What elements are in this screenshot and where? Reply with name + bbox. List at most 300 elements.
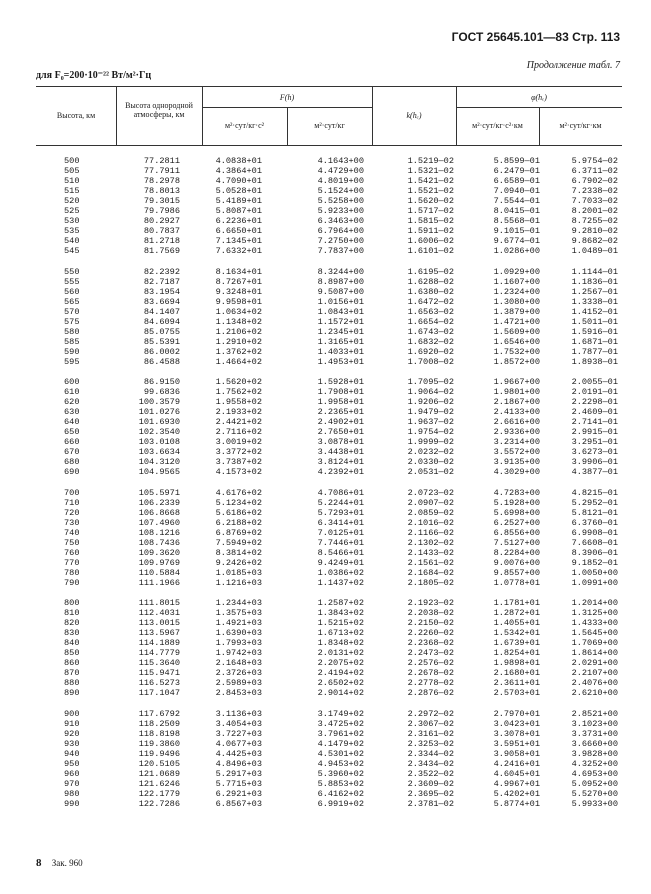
table-cell: 6.3711—02 [571, 166, 618, 176]
table-row [36, 528, 622, 538]
table-cell: 86.9150 [143, 377, 180, 387]
table-cell: 122.7286 [138, 798, 180, 809]
table-cell: 4.3252+00 [571, 758, 618, 769]
table-cell: 4.3877—01 [571, 467, 618, 477]
table-row [36, 548, 622, 558]
table-cell: 1.0778+01 [493, 577, 540, 588]
table-cell: 78.8013 [143, 186, 180, 196]
header-fh-units1: м²·сут/кг·с² [224, 121, 265, 130]
table-cell: 1.6713+02 [317, 628, 364, 638]
table-row [36, 156, 622, 166]
table-cell: 83.6694 [143, 296, 180, 307]
table-cell: 7.5127+00 [493, 537, 540, 548]
table-cell: 5.4189+01 [215, 196, 262, 206]
table-cell: 115.9471 [138, 668, 180, 678]
table-cell: 9.2810—02 [571, 226, 618, 236]
table-cell: 3.7387+02 [215, 457, 262, 467]
table-cell: 2.9336+00 [493, 427, 540, 437]
table-row [36, 739, 622, 749]
table-row [36, 196, 622, 206]
table-row [36, 658, 622, 668]
table-cell: 2.2075+02 [317, 658, 364, 668]
table-cell: 7.7837+00 [317, 246, 364, 256]
table-cell: 1.0185+03 [215, 567, 262, 578]
table-row [36, 688, 622, 698]
table-cell: 1.7562+02 [215, 387, 262, 397]
table-cell: 5.8121—01 [571, 507, 618, 518]
table-cell: 1.1607+00 [493, 276, 540, 287]
table-cell: 1.2345+01 [317, 326, 364, 337]
table-cell: 1.4953+01 [317, 356, 364, 367]
table-cell: 2.5703+01 [493, 688, 540, 698]
table-cell: 1.4664+02 [215, 356, 262, 367]
table-cell: 1.3338—01 [571, 296, 618, 307]
table-cell: 3.1749+02 [317, 708, 364, 719]
table-cell: 570 [64, 306, 80, 317]
table-cell: 2.7116+02 [215, 427, 262, 437]
table-cell: 4.7090+01 [215, 176, 262, 186]
table-cell: 4.3864+01 [215, 166, 262, 176]
table-cell: 2.2678—02 [407, 668, 454, 678]
table-cell: 510 [64, 176, 80, 186]
table-row [36, 668, 622, 678]
page-footer [36, 857, 83, 869]
table-cell: 750 [64, 537, 80, 548]
table-cell: 2.2365+01 [317, 407, 364, 417]
table-cell: 7.0125+01 [317, 527, 364, 538]
table-cell: 1.2106+02 [215, 326, 262, 337]
table-cell: 8.3814+02 [215, 547, 262, 558]
table-cell: 670 [64, 447, 80, 457]
table-cell: 1.5717—02 [407, 206, 454, 216]
order-number: Зак. 960 [51, 858, 83, 868]
table-cell: 2.3609—02 [407, 778, 454, 789]
table-cell: 1.0386+02 [317, 567, 364, 578]
table-cell: 970 [64, 778, 80, 789]
table-cell: 6.2921+03 [215, 788, 262, 799]
table-cell: 2.3522—02 [407, 768, 454, 779]
table-cell: 120.5105 [138, 758, 180, 769]
table-cell: 1.3879+00 [493, 306, 540, 317]
table-cell: 1.0929+00 [493, 266, 540, 277]
table-cell: 1.5321—02 [407, 166, 454, 176]
table-cell: 790 [64, 577, 80, 588]
table-cell: 101.0276 [138, 407, 180, 417]
table-row [36, 648, 622, 658]
table-cell: 3.3772+02 [215, 447, 262, 457]
table-row [36, 518, 622, 528]
table-cell: 5.3960+02 [317, 768, 364, 779]
table-cell: 910 [64, 718, 80, 729]
table-cell: 500 [64, 156, 80, 166]
table-cell: 1.3575+03 [215, 608, 262, 618]
table-cell: 105.5971 [138, 487, 180, 498]
table-cell: 6.6650+01 [215, 226, 262, 236]
table-cell: 3.1023+00 [571, 718, 618, 729]
table-cell: 2.2260—02 [407, 628, 454, 638]
table-cell: 1.6380—02 [407, 286, 454, 297]
table-row [36, 277, 622, 287]
table-cell: 2.3781—02 [407, 798, 454, 809]
table-cell: 1.1216+03 [215, 577, 262, 588]
table-cell: 6.8567+03 [215, 798, 262, 809]
table-cell: 8.5466+01 [317, 547, 364, 558]
table-cell: 2.2298—01 [571, 397, 618, 407]
table-cell: 1.2324+00 [493, 286, 540, 297]
table-cell: 5.2952—01 [571, 497, 618, 508]
table-cell: 103.6634 [138, 447, 180, 457]
row-group [36, 488, 622, 588]
table-cell: 2.6502+02 [317, 678, 364, 688]
table-cell: 9.6774—01 [493, 236, 540, 246]
table-cell: 5.8853+02 [317, 778, 364, 789]
table-cell: 760 [64, 547, 80, 558]
flux-condition: для F₀=200·10⁻²² Вт/м²·Гц [36, 70, 152, 81]
table-cell: 86.4588 [143, 356, 180, 367]
table-cell: 2.2038—02 [407, 608, 454, 618]
table-cell: 104.9565 [138, 467, 180, 477]
table-row [36, 678, 622, 688]
table-cell: 85.5391 [143, 336, 180, 347]
table-cell: 78.2978 [143, 176, 180, 186]
table-cell: 112.4031 [138, 608, 180, 618]
table-cell: 2.0723—02 [407, 487, 454, 498]
table-cell: 710 [64, 497, 80, 508]
table-cell: 2.1433—02 [407, 547, 454, 558]
table-cell: 1.0286+00 [493, 246, 540, 256]
table-cell: 1.7008—02 [407, 356, 454, 367]
table-cell: 101.6930 [138, 417, 180, 427]
table-cell: 1.1836—01 [571, 276, 618, 287]
table-cell: 5.1234+02 [215, 497, 262, 508]
table-cell: 1.6832—02 [407, 336, 454, 347]
header-phi: φ(hₑ) [531, 93, 547, 102]
table-row [36, 789, 622, 799]
table-row [36, 337, 622, 347]
table-row [36, 236, 622, 246]
table-cell: 5.0952+00 [571, 778, 618, 789]
table-cell: 118.8198 [138, 728, 180, 739]
table-cell: 111.1966 [138, 577, 180, 588]
table-row [36, 377, 622, 387]
table-cell: 2.4133+00 [493, 407, 540, 417]
table-cell: 860 [64, 658, 80, 668]
table-cell: 1.2567—01 [571, 286, 618, 297]
table-cell: 590 [64, 346, 80, 357]
table-cell: 5.7293+01 [317, 507, 364, 518]
table-cell: 117.6792 [138, 708, 180, 719]
table-cell: 1.6654—02 [407, 316, 454, 327]
table-cell: 2.0055—01 [571, 377, 618, 387]
table-cell: 1.6739+01 [493, 638, 540, 648]
table-cell: 9.4249+01 [317, 557, 364, 568]
table-cell: 2.1805—02 [407, 577, 454, 588]
table-cell: 1.5916—01 [571, 326, 618, 337]
table-cell: 1.7069+00 [571, 638, 618, 648]
table-cell: 1.5421—02 [407, 176, 454, 186]
table-cell: 900 [64, 708, 80, 719]
table-cell: 3.9135+00 [493, 457, 540, 467]
table-cell: 890 [64, 688, 80, 698]
table-cell: 1.6101—02 [407, 246, 454, 256]
table-cell: 535 [64, 226, 80, 236]
table-cell: 2.2576—02 [407, 658, 454, 668]
table-cell: 525 [64, 206, 80, 216]
table-cell: 108.1216 [138, 527, 180, 538]
table-cell: 3.3078+01 [493, 728, 540, 739]
table-cell: 595 [64, 356, 80, 367]
table-cell: 4.9453+02 [317, 758, 364, 769]
table-cell: 8.7255—02 [571, 216, 618, 226]
header-fh-units2: м²·сут/кг [314, 121, 345, 130]
table-cell: 5.2917+03 [215, 768, 262, 779]
table-cell: 2.1561—02 [407, 557, 454, 568]
row-group [36, 598, 622, 698]
table-cell: 2.3253—02 [407, 738, 454, 749]
table-cell: 520 [64, 196, 80, 206]
table-cell: 7.1345+01 [215, 236, 262, 246]
table-cell: 6.7964+00 [317, 226, 364, 236]
table-cell: 2.0859—02 [407, 507, 454, 518]
table-cell: 1.1144—01 [571, 266, 618, 277]
table-cell: 1.0156+01 [317, 296, 364, 307]
table-cell: 2.1166—02 [407, 527, 454, 538]
table-cell: 1.0843+01 [317, 306, 364, 317]
table-cell: 1.9801+00 [493, 387, 540, 397]
table-cell: 1.9064—02 [407, 387, 454, 397]
table-cell: 113.5967 [138, 628, 180, 638]
table-cell: 8.7267+01 [215, 276, 262, 287]
table-cell: 4.9967+01 [493, 778, 540, 789]
table-cell: 555 [64, 276, 80, 287]
table-row [36, 578, 622, 588]
table-cell: 6.7902—02 [571, 176, 618, 186]
table-cell: 980 [64, 788, 80, 799]
table-cell: 2.4609—01 [571, 407, 618, 417]
table-cell: 2.3726+03 [215, 668, 262, 678]
table-cell: 2.1302—02 [407, 537, 454, 548]
table-cell: 9.3248+01 [215, 286, 262, 297]
table-cell: 119.3860 [138, 738, 180, 749]
table-cell: 9.5087+00 [317, 286, 364, 297]
table-cell: 99.6836 [143, 387, 180, 397]
table-cell: 1.7532+00 [493, 346, 540, 357]
table-row [36, 216, 622, 226]
table-row [36, 267, 622, 277]
table-cell: 1.6920—02 [407, 346, 454, 357]
header-altitude: Высота однородной атмосферы, км [125, 101, 193, 120]
table-cell: 2.0907—02 [407, 497, 454, 508]
table-cell: 121.6246 [138, 778, 180, 789]
table-cell: 5.2244+01 [317, 497, 364, 508]
table-cell: 850 [64, 648, 80, 658]
table-cell: 5.6998+00 [493, 507, 540, 518]
table-cell: 113.0015 [138, 618, 180, 628]
table-cell: 86.0002 [143, 346, 180, 357]
page-header: ГОСТ 25645.101—83 Стр. 113 [451, 30, 620, 44]
table-cell: 104.3120 [138, 457, 180, 467]
table-body [36, 156, 622, 819]
table-cell: 6.6589—01 [493, 176, 540, 186]
table-cell: 9.8557+00 [493, 567, 540, 578]
table-cell: 2.0330—02 [407, 457, 454, 467]
table-cell: 2.2473—02 [407, 648, 454, 658]
table-cell: 106.2339 [138, 497, 180, 508]
table-cell: 5.0528+01 [215, 186, 262, 196]
table-cell: 2.2778—02 [407, 678, 454, 688]
table-cell: 6.8769+02 [215, 527, 262, 538]
table-cell: 4.1643+00 [317, 156, 364, 166]
table-cell: 4.7086+01 [317, 487, 364, 498]
table-row [36, 407, 622, 417]
table-cell: 2.4194+02 [317, 668, 364, 678]
table-cell: 8.2284+00 [493, 547, 540, 558]
table-cell: 9.0076+00 [493, 557, 540, 568]
table-cell: 8.8987+00 [317, 276, 364, 287]
table-row [36, 749, 622, 759]
table-cell: 1.5620+02 [215, 377, 262, 387]
table-row [36, 638, 622, 648]
table-cell: 810 [64, 608, 80, 618]
table-row [36, 488, 622, 498]
table-row [36, 729, 622, 739]
table-cell: 960 [64, 768, 80, 779]
table-cell: 700 [64, 487, 80, 498]
table-cell: 8.1634+01 [215, 266, 262, 277]
table-cell: 9.9598+01 [215, 296, 262, 307]
table-cell: 1.6743—02 [407, 326, 454, 337]
table-cell: 7.5949+02 [215, 537, 262, 548]
table-cell: 5.8599—01 [493, 156, 540, 166]
table-cell: 7.2338—02 [571, 186, 618, 196]
table-cell: 650 [64, 427, 80, 437]
table-cell: 7.7446+01 [317, 537, 364, 548]
table-cell: 4.8496+03 [215, 758, 262, 769]
table-cell: 1.1572+01 [317, 316, 364, 327]
table-cell: 2.3611+01 [493, 678, 540, 688]
table-cell: 8.2001—02 [571, 206, 618, 216]
table-cell: 770 [64, 557, 80, 568]
table-cell: 2.6210+00 [571, 688, 618, 698]
table-cell: 6.2236+01 [215, 216, 262, 226]
table-row [36, 508, 622, 518]
table-cell: 2.1867+00 [493, 397, 540, 407]
table-cell: 1.6195—02 [407, 266, 454, 277]
table-cell: 1.4152—01 [571, 306, 618, 317]
table-row [36, 317, 622, 327]
table-row [36, 598, 622, 608]
table-cell: 83.1954 [143, 286, 180, 297]
table-cell: 1.6472—02 [407, 296, 454, 307]
table-cell: 1.9206—02 [407, 397, 454, 407]
table-cell: 9.1852—01 [571, 557, 618, 568]
table-cell: 2.2107+00 [571, 668, 618, 678]
table-cell: 2.3161—02 [407, 728, 454, 739]
table-cell: 5.9233+00 [317, 206, 364, 216]
table-cell: 4.5301+02 [317, 748, 364, 759]
table-cell: 1.2872+01 [493, 608, 540, 618]
table-row [36, 759, 622, 769]
table-cell: 6.3414+01 [317, 517, 364, 528]
table-cell: 690 [64, 467, 80, 477]
table-cell: 2.7141—01 [571, 417, 618, 427]
table-cell: 2.1648+03 [215, 658, 262, 668]
table-cell: 109.3620 [138, 547, 180, 558]
table-cell: 1.6288—02 [407, 276, 454, 287]
table-cell: 2.4902+01 [317, 417, 364, 427]
table-cell: 6.9908—01 [571, 527, 618, 538]
table-cell: 3.0423+01 [493, 718, 540, 729]
table-continuation-label: Продолжение табл. 7 [526, 60, 620, 71]
table-cell: 6.2479—01 [493, 166, 540, 176]
table-cell: 3.5951+01 [493, 738, 540, 749]
table-row [36, 427, 622, 437]
table-cell: 2.8453+03 [215, 688, 262, 698]
table-cell: 2.6616+00 [493, 417, 540, 427]
table-cell: 730 [64, 517, 80, 528]
table-cell: 3.1136+03 [215, 708, 262, 719]
table-cell: 1.0991+00 [571, 577, 618, 588]
table-cell: 5.9933+00 [571, 798, 618, 809]
table-cell: 119.9496 [138, 748, 180, 759]
table-cell: 4.0677+03 [215, 738, 262, 749]
table-cell: 1.0050+00 [571, 567, 618, 578]
table-cell: 2.0291+00 [571, 658, 618, 668]
table-cell: 6.8556+00 [493, 527, 540, 538]
table-cell: 3.9058+01 [493, 748, 540, 759]
table-row [36, 769, 622, 779]
table-cell: 6.3760—01 [571, 517, 618, 528]
table-cell: 585 [64, 336, 80, 347]
table-row [36, 568, 622, 578]
table-cell: 1.5521—02 [407, 186, 454, 196]
table-cell: 680 [64, 457, 80, 467]
table-cell: 2.5989+03 [215, 678, 262, 688]
table-cell: 5.8774+01 [493, 798, 540, 809]
table-cell: 2.2876—02 [407, 688, 454, 698]
table-cell: 620 [64, 397, 80, 407]
table-cell: 1.1348+02 [215, 316, 262, 327]
table-cell: 7.0940—01 [493, 186, 540, 196]
table-cell: 7.6608—01 [571, 537, 618, 548]
table-cell: 4.1573+02 [215, 467, 262, 477]
table-header [36, 86, 622, 146]
table-cell: 1.2587+02 [317, 598, 364, 608]
table-cell: 1.6546+00 [493, 336, 540, 347]
table-cell: 660 [64, 437, 80, 447]
table-cell: 6.4162+02 [317, 788, 364, 799]
table-cell: 4.4729+00 [317, 166, 364, 176]
table-cell: 600 [64, 377, 80, 387]
table-cell: 84.1407 [143, 306, 180, 317]
table-cell: 2.3344—02 [407, 748, 454, 759]
table-cell: 7.2750+00 [317, 236, 364, 246]
table-cell: 118.2509 [138, 718, 180, 729]
table-cell: 4.3029+00 [493, 467, 540, 477]
table-cell: 1.9898+01 [493, 658, 540, 668]
table-row [36, 467, 622, 477]
table-row [36, 618, 622, 628]
table-cell: 1.4033+01 [317, 346, 364, 357]
table-cell: 1.8254+01 [493, 648, 540, 658]
table-cell: 8.5568—01 [493, 216, 540, 226]
table-cell: 1.7993+03 [215, 638, 262, 648]
table-cell: 5.9754—02 [571, 156, 618, 166]
table-cell: 800 [64, 598, 80, 608]
table-cell: 5.1928+00 [493, 497, 540, 508]
row-group [36, 156, 622, 256]
table-cell: 1.6390+03 [215, 628, 262, 638]
